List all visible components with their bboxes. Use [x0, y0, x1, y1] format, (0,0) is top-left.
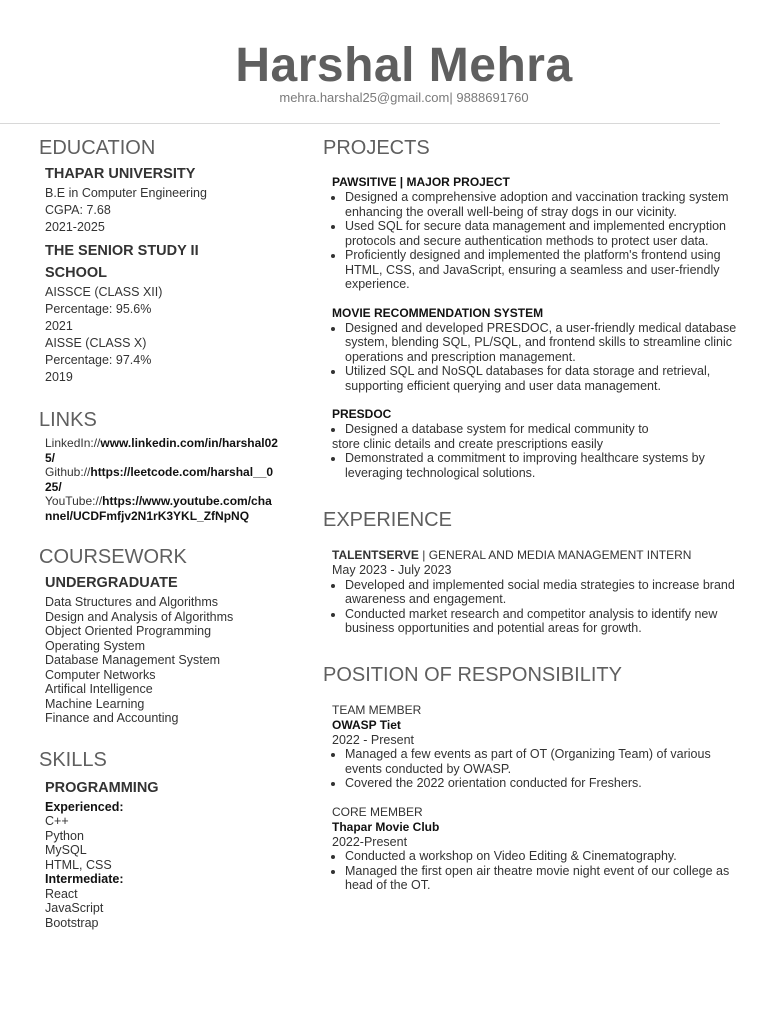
section-title-coursework: COURSEWORK [39, 546, 187, 568]
link-url[interactable]: www.linkedin.com/in/harshal025/ [45, 436, 278, 465]
project-title-pawsitive: PAWSITIVE | MAJOR PROJECT [332, 175, 510, 189]
bullet-continuation: store clinic details and create prescriptions easily [332, 436, 603, 451]
section-title-responsibility: POSITION OF RESPONSIBILITY [323, 663, 622, 686]
bullet-item: • Designed and developed PRESDOC, a user-friendly medical database system, blending SQL, PL/SQL, and frontend skills to streamline clinic operations and prescription management. [345, 321, 743, 365]
link-label: Github:// [45, 465, 91, 479]
bullet-item: • Developed and implemented social media strategies to increase brand awareness and engagement. [345, 578, 743, 607]
project-title-presdoc: PRESDOC [332, 407, 392, 421]
education-line: B.E in Computer Engineering [45, 186, 207, 200]
education-line: 2019 [45, 370, 73, 384]
course-item: Finance and Accounting [45, 711, 179, 725]
experience-role: | GENERAL AND MEDIA MANAGEMENT INTERN [418, 548, 692, 562]
link-url[interactable]: https://leetcode.com/harshal__025/ [45, 465, 274, 494]
experience-company: TALENTSERVE [332, 548, 419, 562]
bullet-item: • Conducted market research and competitor analysis to identify new business opportunities and potential areas for growth. [345, 607, 743, 636]
project-bullets [323, 190, 743, 292]
link-label: LinkedIn:// [45, 436, 101, 450]
por-role: TEAM MEMBER [332, 702, 422, 717]
course-item: Database Management System [45, 653, 221, 667]
bullet-item: • Designed a database system for medical community to [345, 422, 743, 437]
course-item: Object Oriented Programming [45, 624, 212, 638]
skill-item: React [45, 886, 78, 901]
skill-item: Python [45, 828, 84, 843]
por-bullets [323, 747, 743, 791]
bullet-item: • Covered the 2022 orientation conducted for Freshers. [345, 776, 743, 791]
skill-item: Bootstrap [45, 915, 99, 930]
education-line: 2021-2025 [45, 220, 105, 234]
skill-item: MySQL [45, 843, 87, 857]
skills-intermediate-label: Intermediate: [45, 872, 124, 886]
school-name-thapar: THAPAR UNIVERSITY [45, 166, 196, 182]
por-dates: 2022-Present [332, 834, 408, 849]
link-url[interactable]: https://www.youtube.com/channel/UCDFmfjv2N1rK3YKL_ZfNpNQ [45, 494, 272, 523]
course-item: Data Structures and Algorithms [45, 595, 218, 609]
education-line: AISSE (CLASS X) [45, 336, 147, 350]
experience-dates: May 2023 - July 2023 [332, 563, 452, 577]
project-title-movie: MOVIE RECOMMENDATION SYSTEM [332, 305, 544, 320]
section-title-links: LINKS [39, 409, 97, 431]
course-item: Computer Networks [45, 667, 156, 682]
bullet-item: • Utilized SQL and NoSQL databases for data storage and retrieval, supporting efficient querying and user data management. [345, 364, 743, 393]
skills-experienced-label: Experienced: [45, 799, 124, 814]
school-name-senior-study-line2: SCHOOL [45, 265, 108, 281]
school-name-senior-study-line1: THE SENIOR STUDY II [45, 243, 199, 259]
por-organization: OWASP Tiet [332, 717, 401, 732]
por-bullets [323, 849, 743, 893]
bullet-item: • Designed a comprehensive adoption and vaccination tracking system enhancing the overall well-being of stray dogs in our vicinity. [345, 190, 743, 219]
education-line: Percentage: 95.6% [45, 302, 152, 316]
link-label: YouTube:// [45, 494, 103, 508]
bullet-item: • Proficiently designed and implemented the platform's frontend using HTML, CSS, and JavaScript, ensuring a seamless and user-friendly experience. [345, 248, 743, 292]
section-title-education: EDUCATION [39, 137, 156, 159]
skill-item: JavaScript [45, 901, 104, 915]
bullet-item: • Demonstrated a commitment to improving healthcare systems by leveraging technological solutions. [345, 451, 743, 480]
course-item: Machine Learning [45, 696, 145, 711]
section-title-projects: PROJECTS [323, 137, 430, 159]
education-line: 2021 [45, 319, 73, 333]
left-column [39, 136, 279, 930]
coursework-subtitle: UNDERGRADUATE [45, 575, 178, 591]
section-title-experience: EXPERIENCE [323, 509, 452, 531]
course-item: Artifical Intelligence [45, 682, 153, 696]
project-bullets [323, 321, 743, 394]
right-column [323, 136, 743, 893]
education-line: AISSCE (CLASS XII) [45, 285, 163, 299]
por-dates: 2022 - Present [332, 732, 414, 747]
link-linkedin[interactable] [45, 436, 279, 465]
link-github[interactable] [45, 465, 279, 494]
por-organization: Thapar Movie Club [332, 819, 440, 834]
experience-heading [332, 548, 743, 563]
por-role: CORE MEMBER [332, 804, 423, 819]
skill-item: C++ [45, 814, 69, 828]
link-youtube[interactable] [45, 494, 279, 523]
resume-name: Harshal Mehra [235, 39, 573, 92]
header-divider [0, 123, 720, 124]
course-item: Operating System [45, 638, 146, 653]
education-line: CGPA: 7.68 [45, 203, 111, 217]
skill-item: HTML, CSS [45, 857, 112, 872]
experience-bullets [323, 578, 743, 636]
course-item: Design and Analysis of Algorithms [45, 609, 234, 624]
project-bullets [323, 422, 743, 437]
bullet-item: • Managed a few events as part of OT (Organizing Team) of various events conducted by OWASP. [345, 747, 743, 776]
education-line: Percentage: 97.4% [45, 353, 152, 367]
skills-subtitle: PROGRAMMING [45, 779, 159, 796]
bullet-item: • Managed the first open air theatre movie night event of our college as head of the OT. [345, 864, 743, 893]
section-title-skills: SKILLS [39, 748, 107, 771]
bullet-item: • Used SQL for secure data management and implemented encryption protocols and secure authentication methods to protect user data. [345, 219, 743, 248]
contact-info: mehra.harshal25@gmail.com| 9888691760 [279, 90, 529, 105]
bullet-item: • Conducted a workshop on Video Editing & Cinematography. [345, 849, 743, 864]
project-bullets [323, 451, 743, 480]
